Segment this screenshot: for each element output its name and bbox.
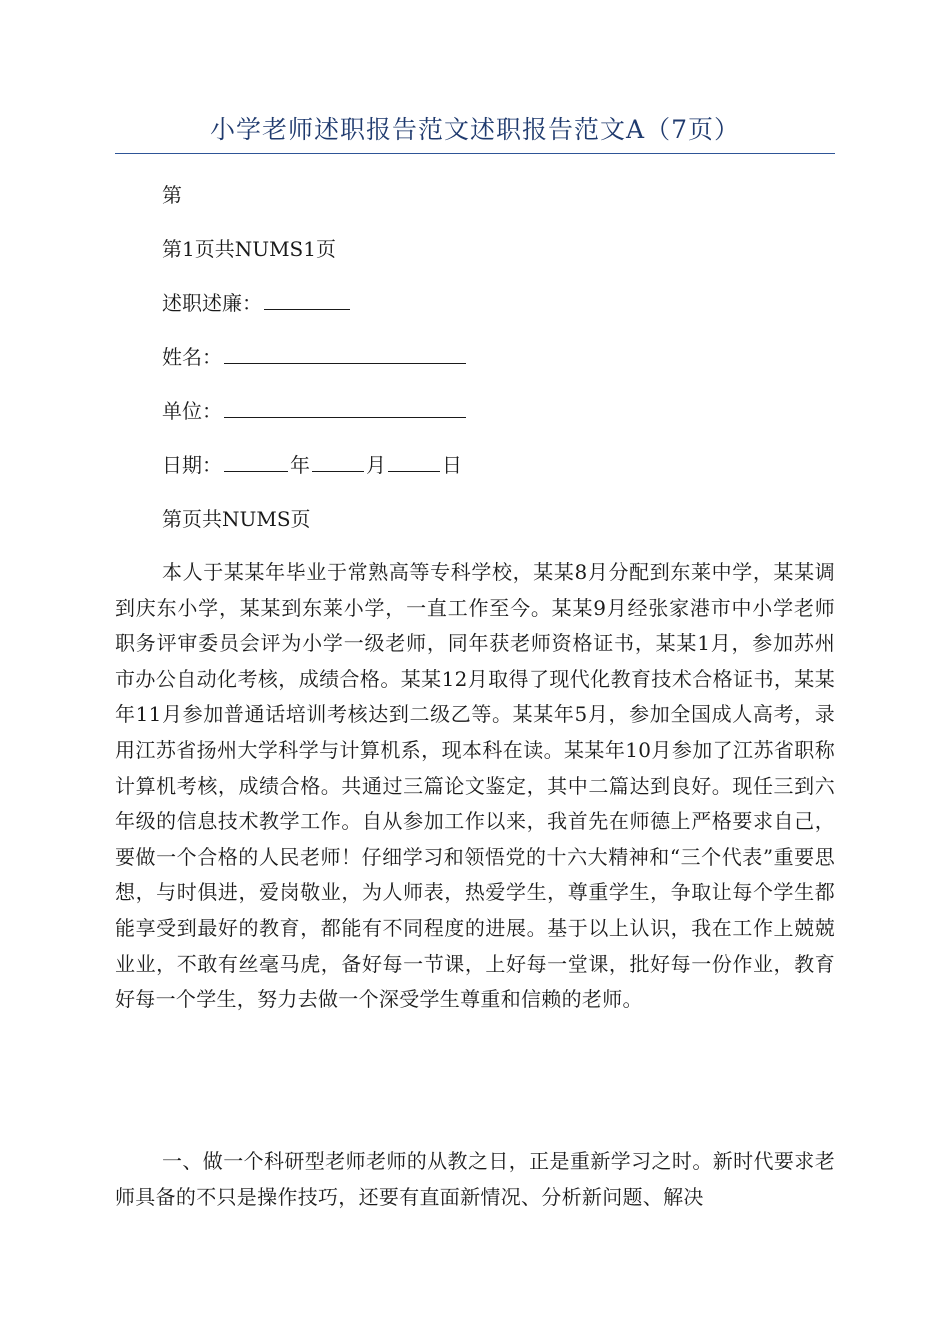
lian-label: 述职述廉： [162,291,262,315]
header-line-1: 第 [162,183,182,207]
header-line-pages: 第页共NUMS页 [162,507,311,531]
lian-blank [264,289,350,310]
month-label: 月 [366,453,386,477]
name-label: 姓名： [162,345,222,369]
year-label: 年 [290,453,310,477]
month-blank [312,451,364,472]
year-blank [224,451,288,472]
header-line-page-count: 第1页共NUMS1页 [162,237,336,261]
body-paragraph: 一、做一个科研型老师老师的从教之日，正是重新学习之时。新时代要求老师具备的不只是操作技巧，还要有直面新情况、分析新问题、解决 [115,1149,835,1209]
name-blank [224,343,466,364]
unit-blank [224,397,466,418]
unit-line [162,397,468,425]
title-underline [115,153,835,154]
lian-line [162,289,352,317]
document-title: 小学老师述职报告范文述职报告范文A（7页） [210,115,740,144]
day-label: 日 [442,453,462,477]
day-blank [388,451,440,472]
date-line [162,451,462,479]
date-label: 日期： [162,453,222,477]
name-line [162,343,468,371]
body-paragraph: 本人于某某年毕业于常熟高等专科学校，某某8月分配到东莱中学，某某调到庆东小学，某某到东莱小学，一直工作至今。某某9月经张家港市中小学老师职务评审委员会评为小学一级老师，同年获老师资格证书，某某1月，参加苏州市办公自动化考核，成绩合格。某某12月取得了现代化教育技术合格证书，某某年11月参加普通话培训考核达到二级乙等。某某年5月，参加全国成人高考，录用江苏省扬州大学科学与计算机系，现本科在读。某某年10月参加了江苏省职称计算机考核，成绩合格。共通过三篇论文鉴定，其中二篇达到良好。现任三到六年级的信息技术教学工作。自从参加工作以来，我首先在师德上严格要求自己，要做一个合格的人民老师！仔细学习和领悟党的十六大精神和“三个代表”重要思想，与时俱进，爱岗敬业，为人师表，热爱学生，尊重学生，争取让每个学生都能享受到最好的教育，都能有不同程度的进展。基于以上认识，我在工作上兢兢业业，不敢有丝毫马虎，备好每一节课，上好每一堂课，批好每一份作业，教育好每一个学生，努力去做一个深受学生尊重和信赖的老师。 [115,560,835,1012]
unit-label: 单位： [162,399,222,423]
